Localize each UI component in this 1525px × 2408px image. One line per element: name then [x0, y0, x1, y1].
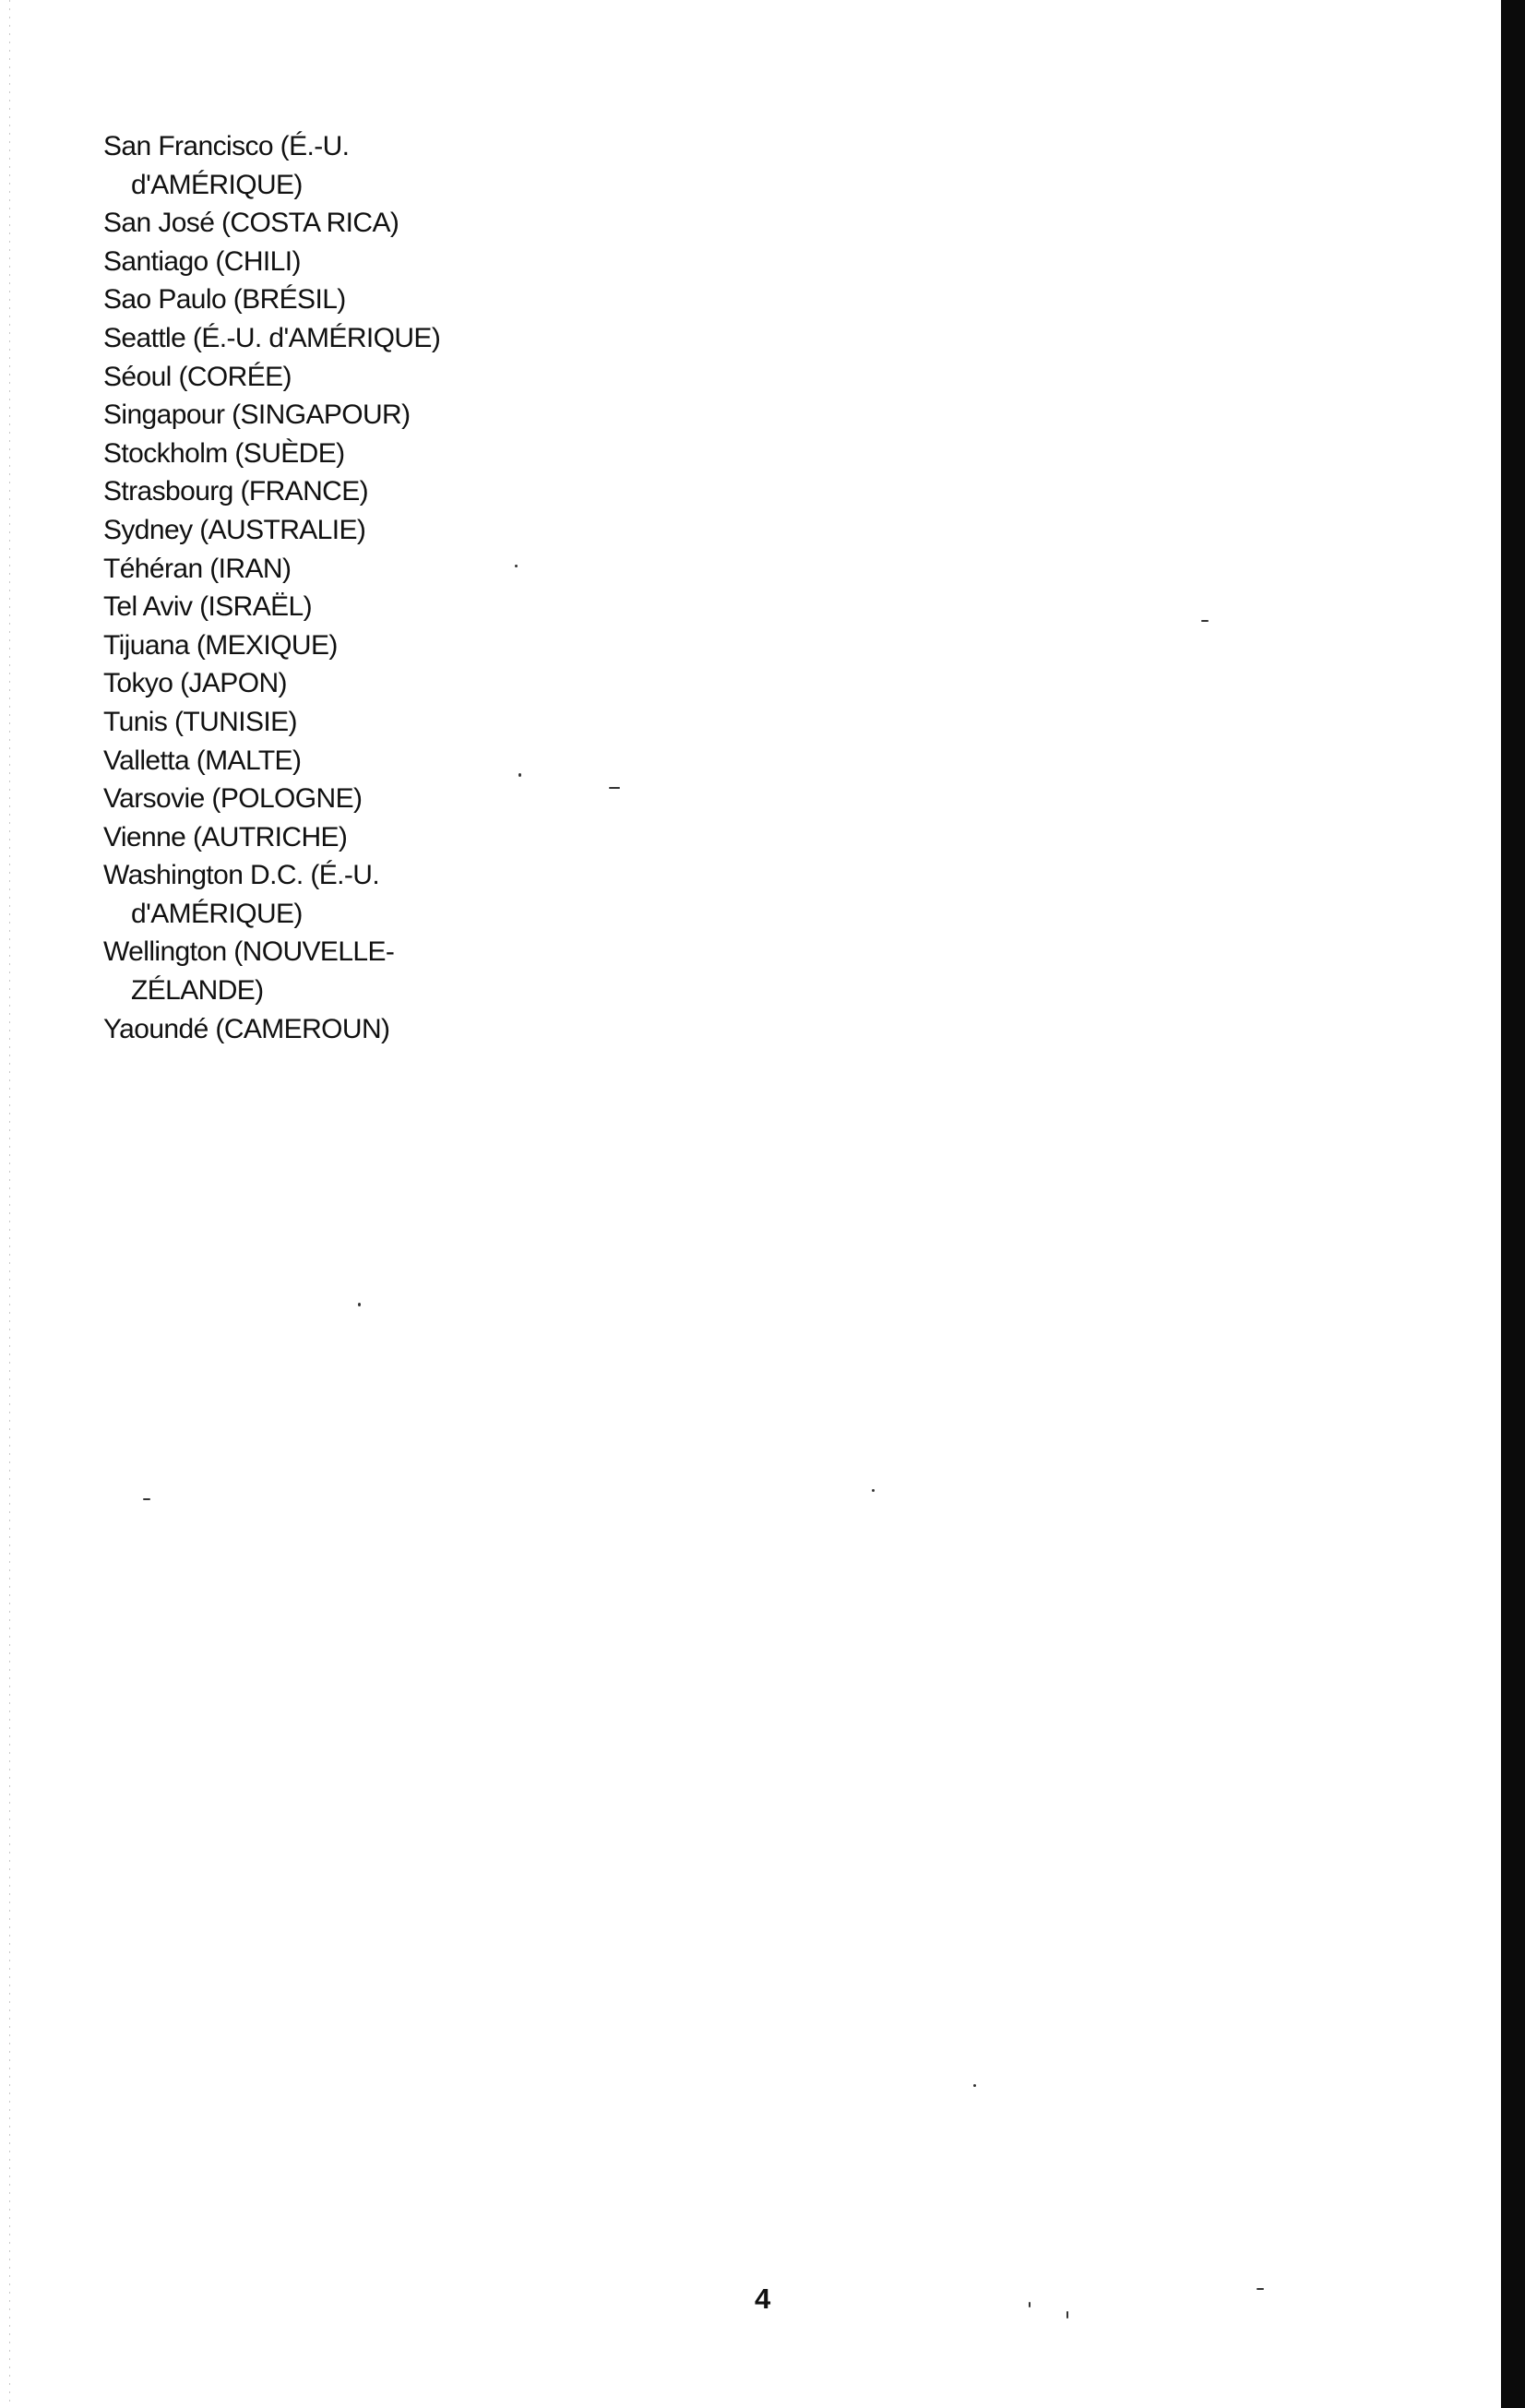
scan-speck	[1029, 2302, 1031, 2307]
city-entry	[103, 856, 749, 933]
scan-speck	[518, 773, 521, 777]
city-entry-line: Wellington (NOUVELLE-	[103, 936, 395, 968]
city-entry	[103, 358, 749, 397]
city-entry	[103, 742, 749, 781]
city-entry	[103, 703, 749, 742]
city-entry-line: Téhéran (IRAN)	[103, 553, 292, 584]
city-entry-line: Washington D.C. (É.-U.	[103, 860, 380, 891]
city-entry	[103, 550, 749, 589]
scan-speck	[1201, 620, 1209, 622]
city-entry-line: Yaoundé (CAMEROUN)	[103, 1013, 390, 1044]
city-entry-line: Tunis (TUNISIE)	[103, 706, 297, 737]
city-entry-line: Sydney (AUSTRALIE)	[103, 514, 366, 545]
scan-speck	[143, 1498, 150, 1500]
city-entry-line: Strasbourg (FRANCE)	[103, 476, 369, 507]
city-entry-line: Tokyo (JAPON)	[103, 668, 287, 699]
city-entry-line: Séoul (CORÉE)	[103, 361, 292, 392]
scan-speck	[358, 1303, 361, 1306]
city-entry-line: Vienne (AUTRICHE)	[103, 821, 348, 852]
city-entry-line: ZÉLANDE)	[131, 975, 264, 1007]
scan-speck	[515, 565, 518, 567]
city-entry	[103, 933, 749, 1009]
city-entry-line: Tel Aviv (ISRAËL)	[103, 591, 312, 623]
city-entry	[103, 472, 749, 511]
city-entry	[103, 818, 749, 857]
city-entry	[103, 204, 749, 243]
city-entry-line: San Francisco (É.-U.	[103, 131, 350, 161]
scan-right-border	[1501, 0, 1525, 2408]
city-entry	[103, 280, 749, 319]
city-entry-line: Seattle (É.-U. d'AMÉRIQUE)	[103, 322, 441, 353]
city-entry	[103, 588, 749, 626]
city-entry-line: Valletta (MALTE)	[103, 745, 302, 776]
city-entry-line: Tijuana (MEXIQUE)	[103, 629, 338, 661]
scan-speck	[872, 1489, 875, 1492]
scan-speck	[609, 787, 620, 789]
city-entry-line: Stockholm (SUÈDE)	[103, 437, 345, 469]
city-entry	[103, 511, 749, 550]
city-entry-line: Singapour (SINGAPOUR)	[103, 399, 411, 431]
scan-speck	[1257, 2288, 1264, 2290]
city-entry-line: d'AMÉRIQUE)	[131, 169, 303, 200]
city-entry	[103, 319, 749, 358]
city-entry-line: Varsovie (POLOGNE)	[103, 783, 363, 815]
city-entry	[103, 243, 749, 281]
city-entry	[103, 1010, 749, 1049]
city-entry-line: d'AMÉRIQUE)	[131, 898, 303, 929]
scan-speck	[1066, 2311, 1068, 2319]
city-entry-line: San José (COSTA RICA)	[103, 208, 399, 239]
page-number: 4	[755, 2283, 771, 2315]
city-entry	[103, 396, 749, 435]
city-entry-line: Sao Paulo (BRÉSIL)	[103, 284, 346, 316]
city-list	[103, 127, 749, 1048]
city-entry	[103, 626, 749, 665]
city-entry	[103, 664, 749, 703]
scan-speck	[973, 2084, 976, 2087]
scan-left-edge	[9, 0, 10, 2408]
city-entry	[103, 127, 749, 204]
city-entry-line: Santiago (CHILI)	[103, 245, 301, 277]
city-entry	[103, 435, 749, 473]
city-entry	[103, 780, 749, 818]
